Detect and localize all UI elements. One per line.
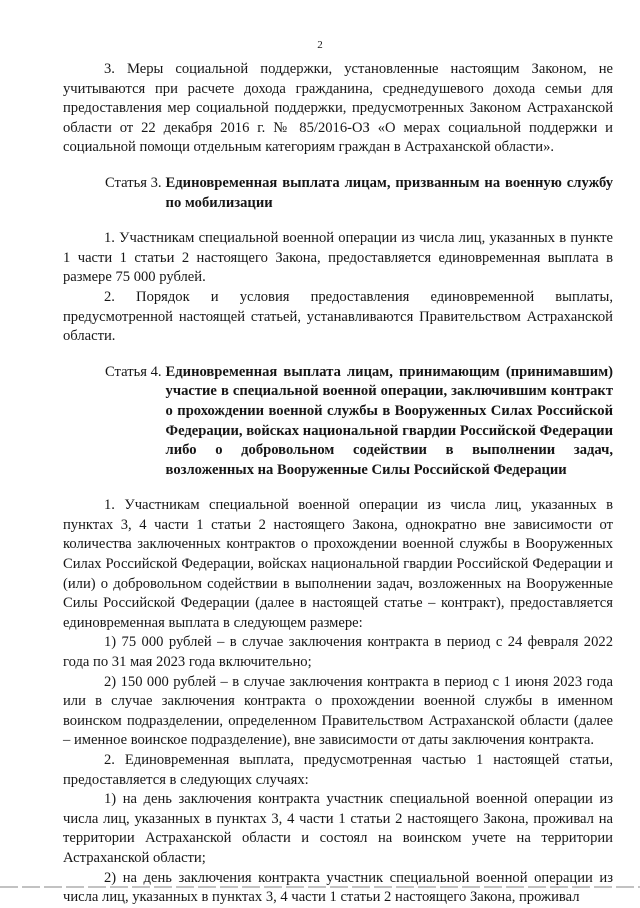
article-4-paragraph-2: 2. Единовременная выплата, предусмотренная частью 1 настоящей статьи, предоставляется в следующих случаях:	[63, 752, 613, 788]
article-4-paragraph-1: 1. Участникам специальной военной операции из числа лиц, указанных в пунктах 3, 4 части 1 статьи 2 настоящего Закона, однократно вне зависимости от количества заключенных контрактов о прохождении военной службы в Вооруженных Силах Российской Федерации, войсках национальной гвардии Российской Федерации и (или) о добровольном содействии в выполнении задач, возложенных на Вооруженные Силы Российской Федерации (далее в настоящей статье – контракт), предоставляется единовременная выплата в следующем размере:	[63, 497, 613, 631]
article-3-title: Единовременная выплата лицам, призванным на военную службу по мобилизации	[165, 174, 613, 211]
article-4-heading	[63, 363, 613, 481]
article-3-heading	[63, 174, 613, 213]
paragraph-social-support-note: 3. Меры социальной поддержки, установленные настоящим Законом, не учитываются при расчете дохода гражданина, среднедушевого дохода семьи для предоставления мер социальной поддержки, предусмотренных Законом Астраханской области от 22 декабря 2016 г. № 85/2016-ОЗ «О мерах социальной поддержки и социальной помощи отдельным категориям граждан в Астраханской области».	[63, 61, 613, 156]
article-4-item-2-1: 1) на день заключения контракта участник специальной военной операции из числа лиц, указанных в пунктах 3, 4 части 1 статьи 2 настоящего Закона, проживал на территории Астраханской области и состоял на воинском учете на территории Астраханской области;	[63, 791, 613, 866]
article-3-paragraph-1: 1. Участникам специальной военной операции из числа лиц, указанных в пункте 1 части 1 статьи 2 настоящего Закона, предоставляется единовременная выплата в размере 75 000 рублей.	[63, 230, 613, 286]
document-body	[63, 60, 613, 908]
article-3-paragraph-2: 2. Порядок и условия предоставления единовременной выплаты, предусмотренной настоящей статьей, устанавливаются Правительством Астраханской области.	[63, 288, 613, 345]
article-4-item-1-1: 1) 75 000 рублей – в случае заключения контракта в период с 24 февраля 2022 года по 31 мая 2023 года включительно;	[63, 634, 613, 671]
article-4-title: Единовременная выплата лицам, принимающим (принимавшим) участие в специальной военной операции, заключившим контракт о прохождении военной службы в Вооруженных Силах Российской Федерации, войсках национальной гвардии Российской Федерации либо о добровольном содействии в выполнении задач, возложенных на Вооруженные Силы Российской Федерации	[165, 363, 613, 478]
page-number: 2	[317, 39, 323, 51]
article-4-item-2-2: 2) на день заключения контракта участник специальной военной операции из числа лиц, указанных в пунктах 3, 4 части 1 статьи 2 настоящего Закона, проживал	[63, 869, 613, 906]
article-4-item-1-2: 2) 150 000 рублей – в случае заключения контракта в период с 1 июня 2023 года или в случае заключения контракта о прохождении военной службы в именном воинском подразделении, определенном Правительством Астраханской области (далее – именное воинское подразделение), вне зависимости от даты заключения контракта.	[63, 673, 613, 749]
scan-edge-line	[0, 886, 640, 888]
article-4-label: Статья 4.	[105, 363, 162, 380]
article-3-label: Статья 3.	[105, 174, 162, 191]
